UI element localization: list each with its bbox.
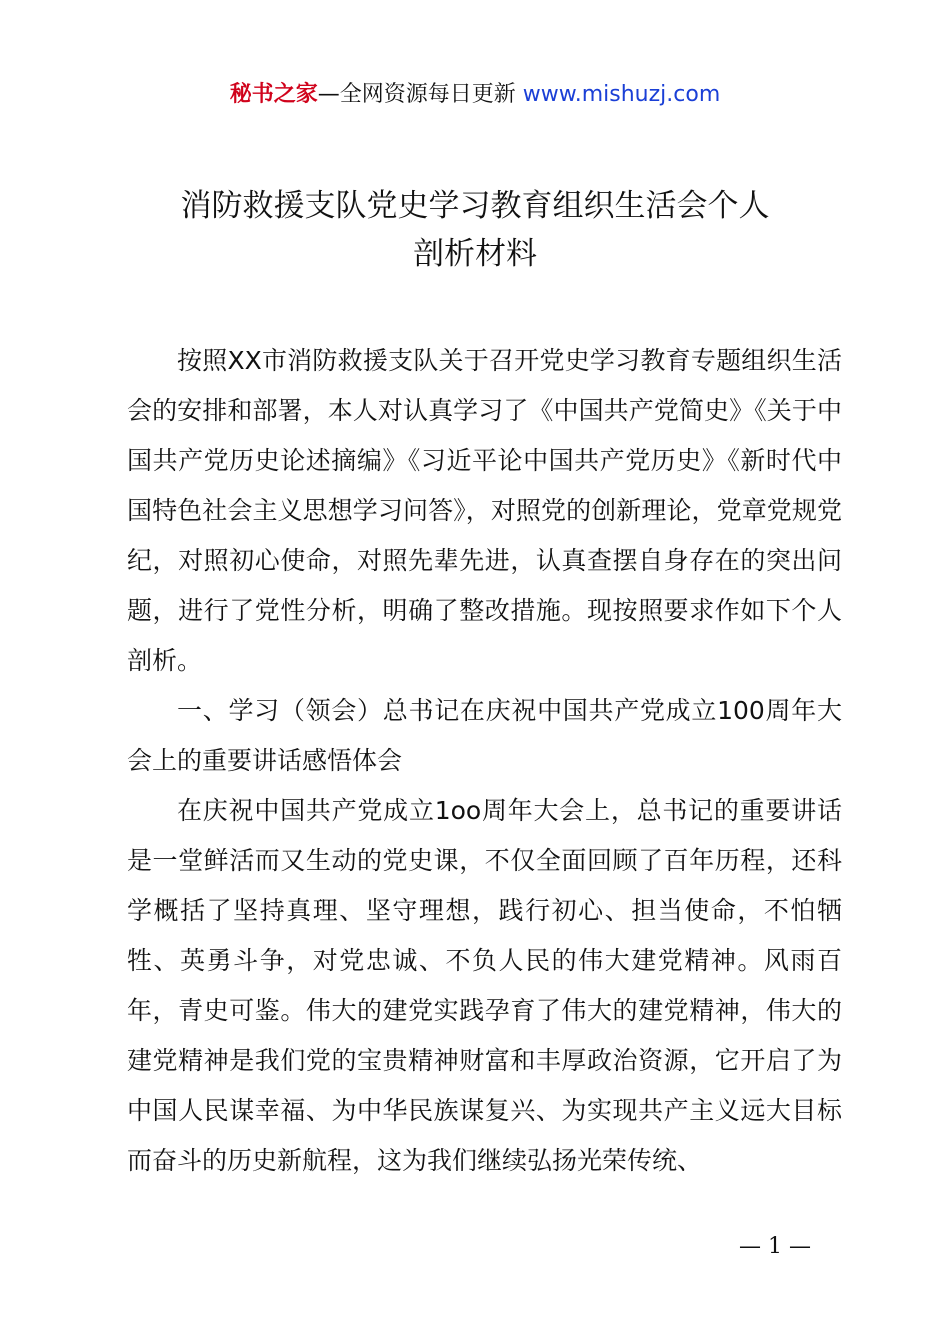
site-banner (0, 80, 950, 110)
intro-paragraph: 按照XX市消防救援支队关于召开党史学习教育专题组织生活会的安排和部署，本人对认真学习了《中国共产党简史》《关于中国共产党历史论述摘编》《习近平论中国共产党历史》《新时代中国特色社会主义思想学习问答》，对照党的创新理论，党章党规党纪，对照初心使命，对照先辈先进，认真查摆自身存在的突出问题，进行了党性分析，明确了整改措施。现按照要求作如下个人剖析。 (127, 346, 842, 675)
document-title (60, 182, 890, 278)
brand-tagline: —全网资源每日更新 (317, 82, 516, 107)
section-heading-1: 一、学习（领会）总书记在庆祝中国共产党成立100周年大会上的重要讲话感悟体会 (127, 696, 842, 775)
title-line-2: 剖析材料 (413, 236, 537, 272)
site-url-link[interactable]: www.mishuzj.com (522, 82, 721, 107)
document-body (127, 336, 842, 1186)
brand-name: 秘书之家 (229, 82, 318, 107)
page-number: — 1 — (739, 1234, 811, 1259)
body-paragraph: 在庆祝中国共产党成立1oo周年大会上，总书记的重要讲话是一堂鲜活而又生动的党史课，不仅全面回顾了百年历程，还科学概括了坚持真理、坚守理想，践行初心、担当使命，不怕牺牲、英勇斗争，对党忠诚、不负人民的伟大建党精神。风雨百年，青史可鉴。伟大的建党实践孕育了伟大的建党精神，伟大的建党精神是我们党的宝贵精神财富和丰厚政治资源，它开启了为中国人民谋幸福、为中华民族谋复兴、为实现共产主义远大目标而奋斗的历史新航程，这为我们继续弘扬光荣传统、 (127, 796, 842, 1175)
title-line-1: 消防救援支队党史学习教育组织生活会个人 (180, 188, 770, 224)
